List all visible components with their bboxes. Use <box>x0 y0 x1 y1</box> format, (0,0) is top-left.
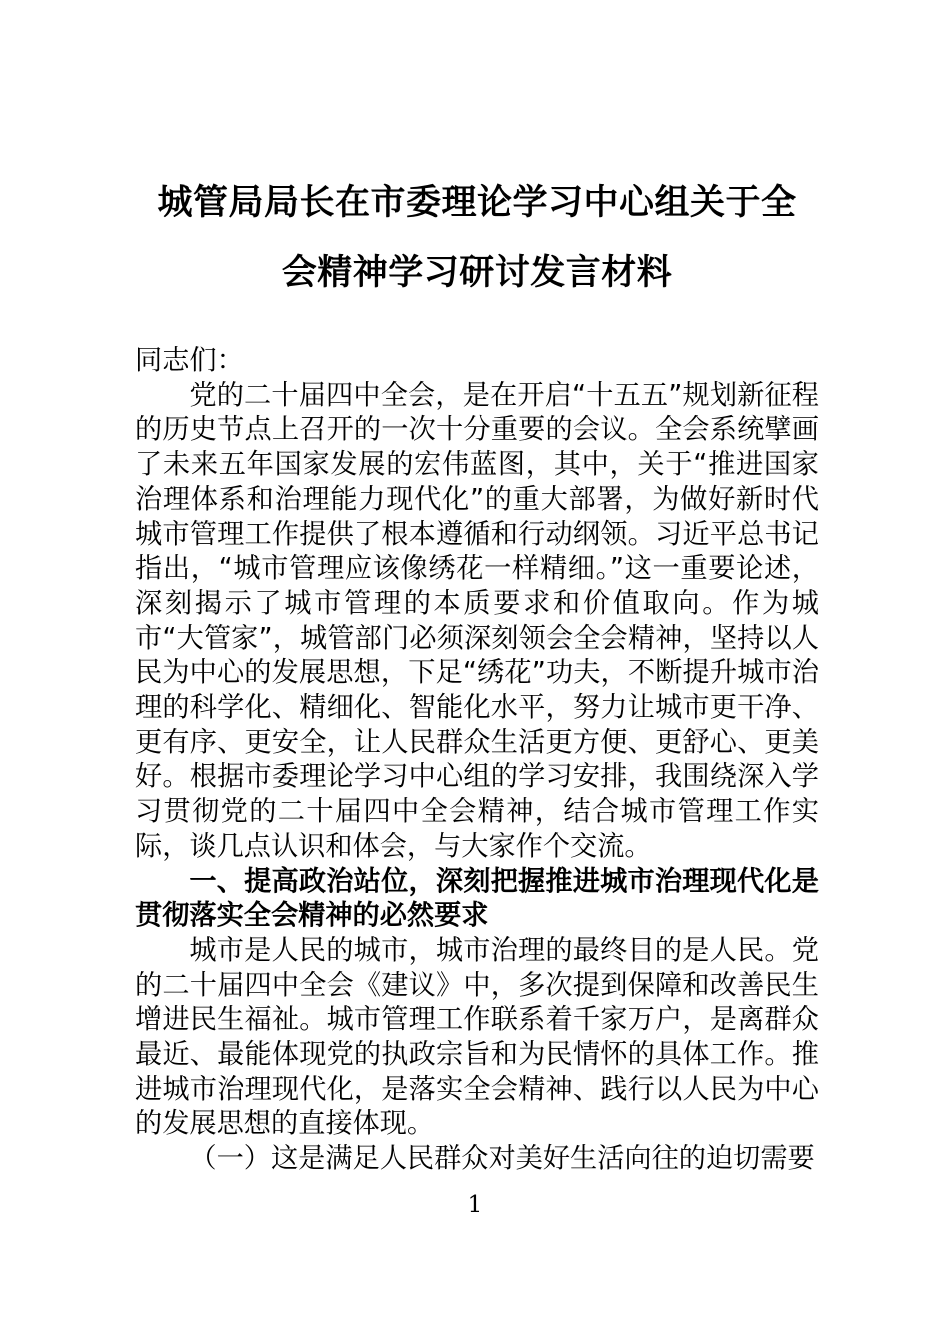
page-title <box>135 0 819 308</box>
subsection-heading-one: （一）这是满足人民群众对美好生活向往的迫切需要 <box>189 1143 815 1175</box>
title-line-2: 会精神学习研讨发言材料 <box>281 253 673 293</box>
document-text-column <box>135 0 819 1177</box>
title-line-1: 城管局局长在市委理论学习中心组关于全 <box>157 183 797 223</box>
page-number: 1 <box>467 1192 483 1218</box>
paragraph-intro: 党的二十届四中全会，是在开启“十五五”规划新征程的历史节点上召开的一次十分重要的会议。全会系统擘画了未来五年国家发展的宏伟蓝图，其中，关于“推进国家治理体系和治理能力现代化”的重大部署，为做好新时代城市管理工作提供了根本遵循和行动纲领。习近平总书记指出，“城市管理应该像绣花一样精细。”这一重要论述，深刻揭示了城市管理的本质要求和价值取向。作为城市“大管家”，城管部门必须深刻领会全会精神，坚持以人民为中心的发展思想，下足“绣花”功夫，不断提升城市治理的科学化、精细化、智能化水平，努力让城市更干净、更有序、更安全，让人民群众生活更方便、更舒心、更美好。根据市委理论学习中心组的学习安排，我围绕深入学习贯彻党的二十届四中全会精神，结合城市管理工作实际，谈几点认识和体会，与大家作个交流。 <box>135 379 819 862</box>
salutation: 同志们： <box>135 345 244 376</box>
section-heading-one: 一、提高政治站位，深刻把握推进城市治理现代化是贯彻落实全会精神的必然要求 <box>135 865 819 932</box>
paragraph-section-one-body: 城市是人民的城市，城市治理的最终目的是人民。党的二十届四中全会《建议》中，多次提到保障和改善民生增进民生福祉。城市管理工作联系着千家万户，是离群众最近、最能体现党的执政宗旨和为民情怀的具体工作。推进城市治理现代化，是落实全会精神、践行以人民为中心的发展思想的直接体现。 <box>135 934 819 1140</box>
